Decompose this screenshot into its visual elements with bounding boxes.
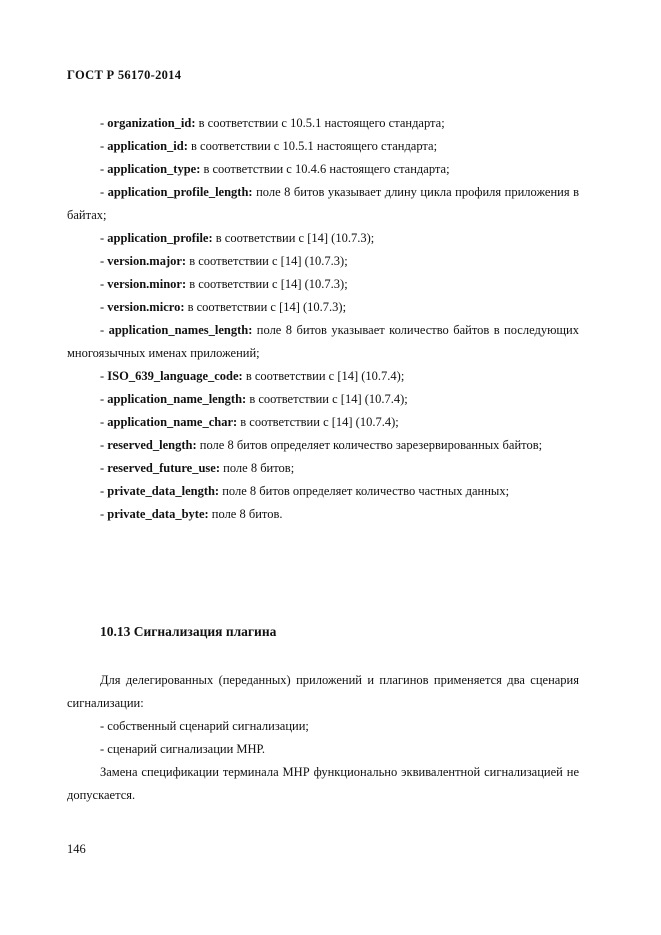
field-description: поле 8 битов. xyxy=(208,507,283,521)
field-name: application_name_length: xyxy=(107,392,247,406)
field-description: в соответствии с [14] (10.7.3); xyxy=(184,300,347,314)
field-definition: - reserved_future_use: поле 8 битов; xyxy=(100,461,295,475)
field-description: в соответствии с [14] (10.7.4); xyxy=(242,369,405,383)
section-body xyxy=(67,669,579,807)
field-name: ISO_639_language_code: xyxy=(107,369,243,383)
field-definition: - application_profile_length: поле 8 битов указывает длину цикла профиля приложения в байтах; xyxy=(67,185,579,222)
field-description: в соответствии с [14] (10.7.3); xyxy=(186,277,348,291)
field-definition: - application_names_length: поле 8 битов указывает количество байтов в последующих многоязычных именах приложений; xyxy=(67,323,579,360)
section-paragraph: Для делегированных (переданных) приложений и плагинов применяется два сценария сигнализации: xyxy=(67,673,579,710)
field-name: application_name_char: xyxy=(107,415,238,429)
field-description: в соответствии с [14] (10.7.3); xyxy=(186,254,348,268)
field-name: organization_id: xyxy=(107,116,196,130)
field-definition: - version.major: в соответствии с [14] (10.7.3); xyxy=(100,254,348,268)
field-definition: - application_id: в соответствии с 10.5.1 настоящего стандарта; xyxy=(100,139,438,153)
field-definition: - application_profile: в соответствии с [14] (10.7.3); xyxy=(100,231,375,245)
field-description: поле 8 битов определяет количество частных данных; xyxy=(219,484,510,498)
field-description: в соответствии с [14] (10.7.3); xyxy=(212,231,375,245)
field-name: application_profile_length: xyxy=(107,185,253,199)
field-name: version.major: xyxy=(107,254,187,268)
field-definition: - ISO_639_language_code: в соответствии с [14] (10.7.4); xyxy=(100,369,405,383)
field-name: private_data_byte: xyxy=(107,507,209,521)
field-description: поле 8 битов указывает количество байтов в последующих многоязычных именах приложений; xyxy=(67,323,579,360)
standard-header: ГОСТ Р 56170-2014 xyxy=(67,68,182,82)
field-description: поле 8 битов указывает длину цикла профиля приложения в байтах; xyxy=(67,185,579,222)
field-description: в соответствии с 10.5.1 настоящего стандарта; xyxy=(195,116,445,130)
field-definition: - private_data_byte: поле 8 битов. xyxy=(100,507,283,521)
field-name: application_type: xyxy=(107,162,201,176)
field-name: version.micro: xyxy=(107,300,185,314)
field-description: поле 8 битов определяет количество зарезервированных байтов; xyxy=(196,438,543,452)
field-description: в соответствии с 10.5.1 настоящего стандарта; xyxy=(187,139,438,153)
field-description: в соответствии с [14] (10.7.4); xyxy=(246,392,408,406)
section-paragraph: Замена спецификации терминала МНР функционально эквивалентной сигнализацией не допускается. xyxy=(67,765,579,802)
field-name: application_names_length: xyxy=(108,323,253,337)
field-description: в соответствии с [14] (10.7.4); xyxy=(237,415,399,429)
field-definition: - organization_id: в соответствии с 10.5.1 настоящего стандарта; xyxy=(100,116,445,130)
field-definition: - application_name_char: в соответствии с [14] (10.7.4); xyxy=(100,415,399,429)
field-name: application_id: xyxy=(107,139,188,153)
field-definition: - version.minor: в соответствии с [14] (10.7.3); xyxy=(100,277,348,291)
field-name: private_data_length: xyxy=(107,484,220,498)
field-name: reserved_future_use: xyxy=(107,461,221,475)
field-name: version.minor: xyxy=(107,277,187,291)
section-list-item: - сценарий сигнализации МНР. xyxy=(100,742,266,756)
field-definition: - private_data_length: поле 8 битов определяет количество частных данных; xyxy=(100,484,510,498)
field-definition: - application_type: в соответствии с 10.4.6 настоящего стандарта; xyxy=(100,162,450,176)
page-number: 146 xyxy=(67,842,86,856)
field-definition: - version.micro: в соответствии с [14] (10.7.3); xyxy=(100,300,347,314)
field-name: application_profile: xyxy=(107,231,213,245)
field-description: поле 8 битов; xyxy=(220,461,295,475)
field-description: в соответствии с 10.4.6 настоящего стандарта; xyxy=(200,162,450,176)
section-list-item: - собственный сценарий сигнализации; xyxy=(100,719,309,733)
field-definition-list xyxy=(67,112,579,526)
section-title: 10.13 Сигнализация плагина xyxy=(100,624,277,639)
field-definition: - application_name_length: в соответствии с [14] (10.7.4); xyxy=(100,392,408,406)
field-name: reserved_length: xyxy=(107,438,197,452)
field-definition: - reserved_length: поле 8 битов определяет количество зарезервированных байтов; xyxy=(100,438,543,452)
